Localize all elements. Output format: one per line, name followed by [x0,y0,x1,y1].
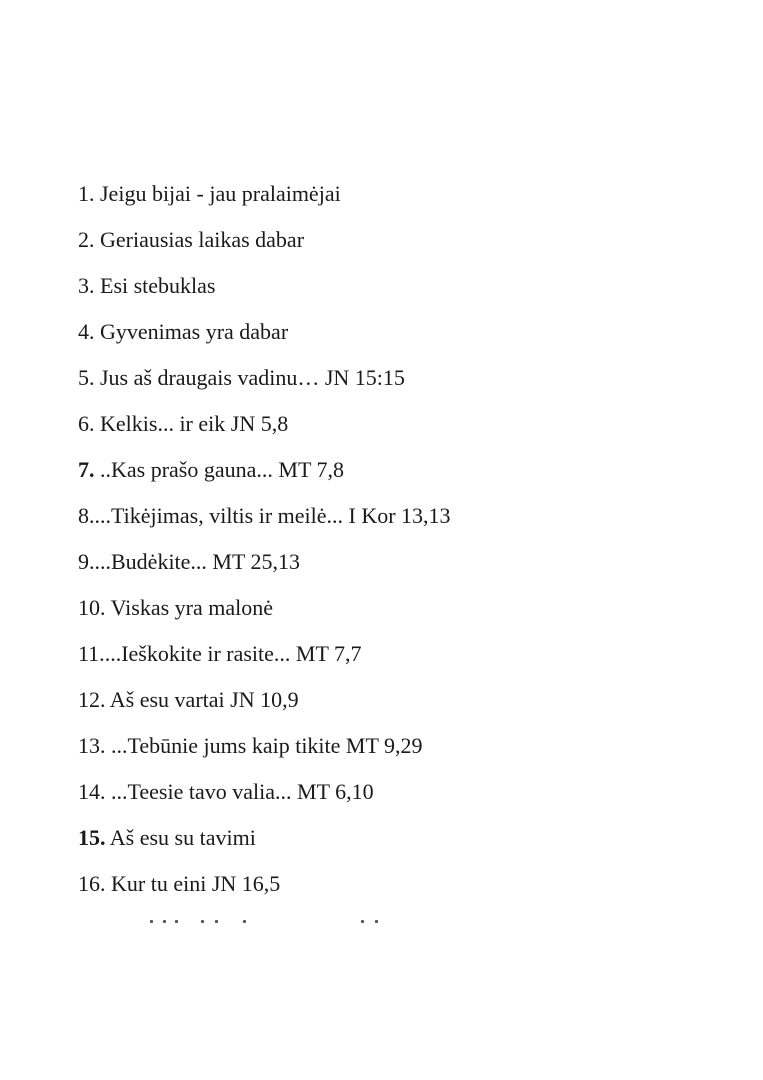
item-number: 1. [78,181,95,206]
item-text: Aš esu su tavimi [105,825,256,850]
item-text: ...Ieškokite ir rasite... MT 7,7 [104,641,362,666]
cut-off-text-fragment [135,920,385,924]
list-item [78,224,451,270]
item-number: 5. [78,365,95,390]
item-text: Kur tu eini JN 16,5 [105,871,281,896]
list-item [78,454,451,500]
item-number: 8. [78,503,95,528]
list-item [78,776,451,822]
list-item [78,730,451,776]
item-text: Jeigu bijai - jau pralaimėjai [94,181,341,206]
list-item [78,362,451,408]
item-text: ...Budėkite... MT 25,13 [94,549,301,574]
item-text: Jus aš draugais vadinu… JN 15:15 [94,365,405,390]
item-number: 15. [78,825,106,850]
item-text: Esi stebuklas [94,273,216,298]
item-number: 10. [78,595,106,620]
item-text: ...Teesie tavo valia... MT 6,10 [105,779,374,804]
list-item [78,592,451,638]
item-text: ...Tebūnie jums kaip tikite MT 9,29 [105,733,423,758]
list-item [78,546,451,592]
item-text: Gyvenimas yra dabar [94,319,289,344]
list-item [78,178,451,224]
numbered-list [78,178,451,914]
item-number: 2. [78,227,95,252]
item-number: 11. [78,641,105,666]
item-number: 3. [78,273,95,298]
item-number: 7. [78,457,95,482]
item-number: 14. [78,779,106,804]
item-number: 9. [78,549,95,574]
list-item [78,408,451,454]
item-text: ..Kas prašo gauna... MT 7,8 [94,457,344,482]
list-item [78,684,451,730]
item-text: ...Tikėjimas, viltis ir meilė... I Kor 13,13 [94,503,451,528]
item-text: Viskas yra malonė [105,595,274,620]
item-number: 13. [78,733,106,758]
item-number: 12. [78,687,106,712]
list-item [78,638,451,684]
item-text: Aš esu vartai JN 10,9 [105,687,299,712]
list-item [78,270,451,316]
list-item [78,500,451,546]
list-item [78,868,451,914]
item-text: Kelkis... ir eik JN 5,8 [94,411,289,436]
item-number: 4. [78,319,95,344]
list-item [78,822,451,868]
item-text: Geriausias laikas dabar [94,227,305,252]
item-number: 6. [78,411,95,436]
item-number: 16. [78,871,106,896]
list-item [78,316,451,362]
